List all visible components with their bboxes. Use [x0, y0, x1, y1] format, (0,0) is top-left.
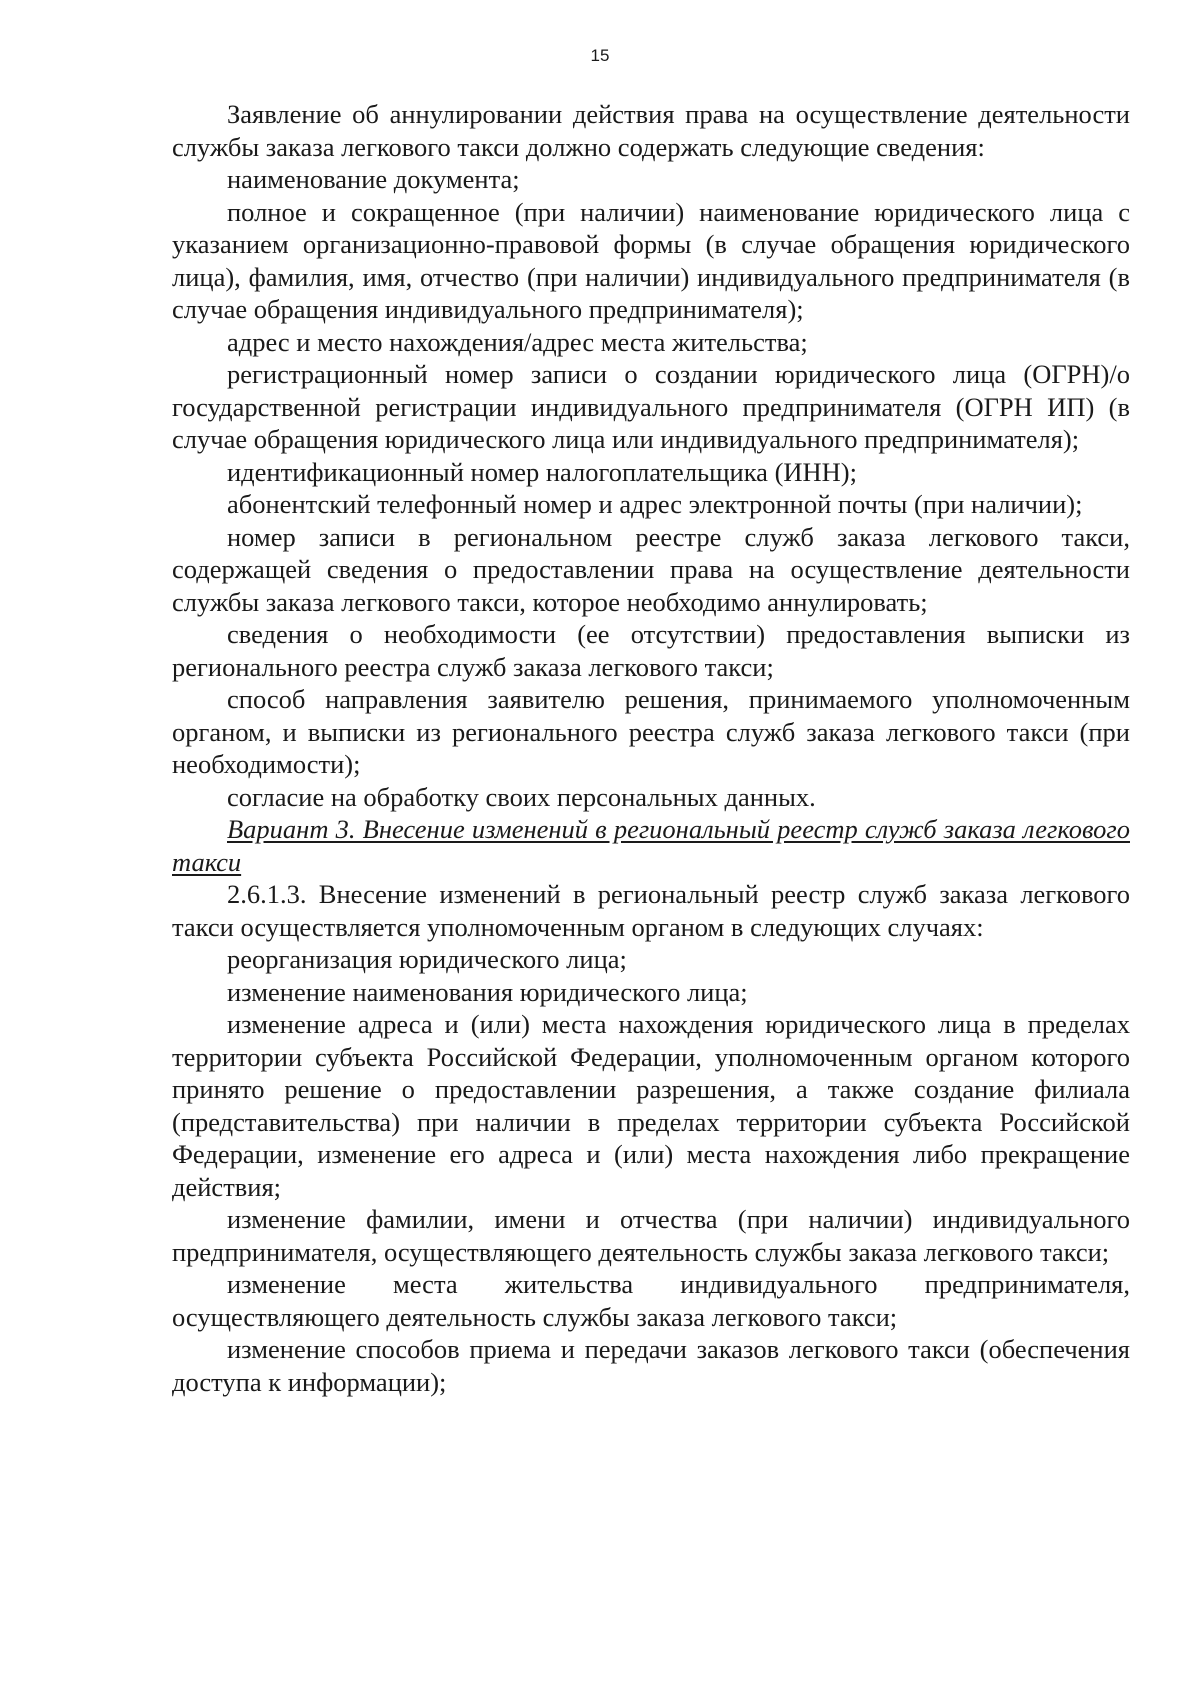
list-item-address-change: изменение адреса и (или) места нахождения юридического лица в пределах территории субъекта Российской Федерации, уполномоченным органом которого принято решение о предоставлении разрешения, а также создание филиала (представительства) при наличии в пределах территории субъекта Российской Федерации, изменение его адреса и (или) места нахождения либо прекращение действия; — [172, 1009, 1130, 1202]
list-item-registry-number: номер записи в региональном реестре служб заказа легкового такси, содержащей сведения о предоставлении права на осуществление деятельности службы заказа легкового такси, которое необходимо аннулировать; — [172, 521, 1130, 617]
list-item-document-name: наименование документа; — [227, 164, 520, 194]
list-item-fio-change: изменение фамилии, имени и отчества (при наличии) индивидуального предпринимателя, осуществляющего деятельность службы заказа легкового такси; — [172, 1204, 1130, 1267]
list-item-extract-need: сведения о необходимости (ее отсутствии) предоставления выписки из регионального реестра служб заказа легкового такси; — [172, 619, 1130, 682]
list-item-ogrn: регистрационный номер записи о создании юридического лица (ОГРН)/о государственной регистрации индивидуального предпринимателя (ОГРН ИП) (в случае обращения юридического лица или индивидуального предпринимателя); — [172, 359, 1130, 454]
list-item-delivery-method: способ направления заявителю решения, принимаемого уполномоченным органом, и выписки из регионального реестра служб заказа легкового такси (при необходимости); — [172, 684, 1130, 779]
list-item-consent: согласие на обработку своих персональных данных. — [227, 781, 816, 812]
list-item-inn: идентификационный номер налогоплательщика (ИНН); — [227, 456, 857, 487]
list-item-phone-email: абонентский телефонный номер и адрес электронной почты (при наличии); — [227, 489, 1083, 519]
list-item-order-methods-change: изменение способов приема и передачи заказов легкового такси (обеспечения доступа к информации); — [172, 1334, 1130, 1397]
list-item-full-name: полное и сокращенное (при наличии) наименование юридического лица с указанием организационно-правовой формы (в случае обращения юридического лица), фамилия, имя, отчество (при наличии) индивидуального предпринимателя (в случае обращения индивидуального предпринимателя); — [172, 196, 1130, 324]
variant-heading: Вариант 3. Внесение изменений в региональный реестр служб заказа легкового такси — [172, 814, 1130, 877]
document-body — [172, 98, 1130, 1398]
paragraph-intro: Заявление об аннулировании действия права на осуществление деятельности службы заказа легкового такси должно содержать следующие сведения: — [172, 99, 1130, 162]
list-item-residence-change: изменение места жительства индивидуального предпринимателя, осуществляющего деятельность службы заказа легкового такси; — [172, 1269, 1130, 1332]
paragraph-2-6-1-3: 2.6.1.3. Внесение изменений в региональный реестр служб заказа легкового такси осуществляется уполномоченным органом в следующих случаях: — [172, 879, 1130, 942]
list-item-address: адрес и место нахождения/адрес места жительства; — [227, 326, 808, 357]
list-item-reorganization: реорганизация юридического лица; — [227, 944, 627, 974]
page-number: 15 — [590, 46, 610, 65]
list-item-name-change: изменение наименования юридического лица; — [227, 976, 748, 1007]
